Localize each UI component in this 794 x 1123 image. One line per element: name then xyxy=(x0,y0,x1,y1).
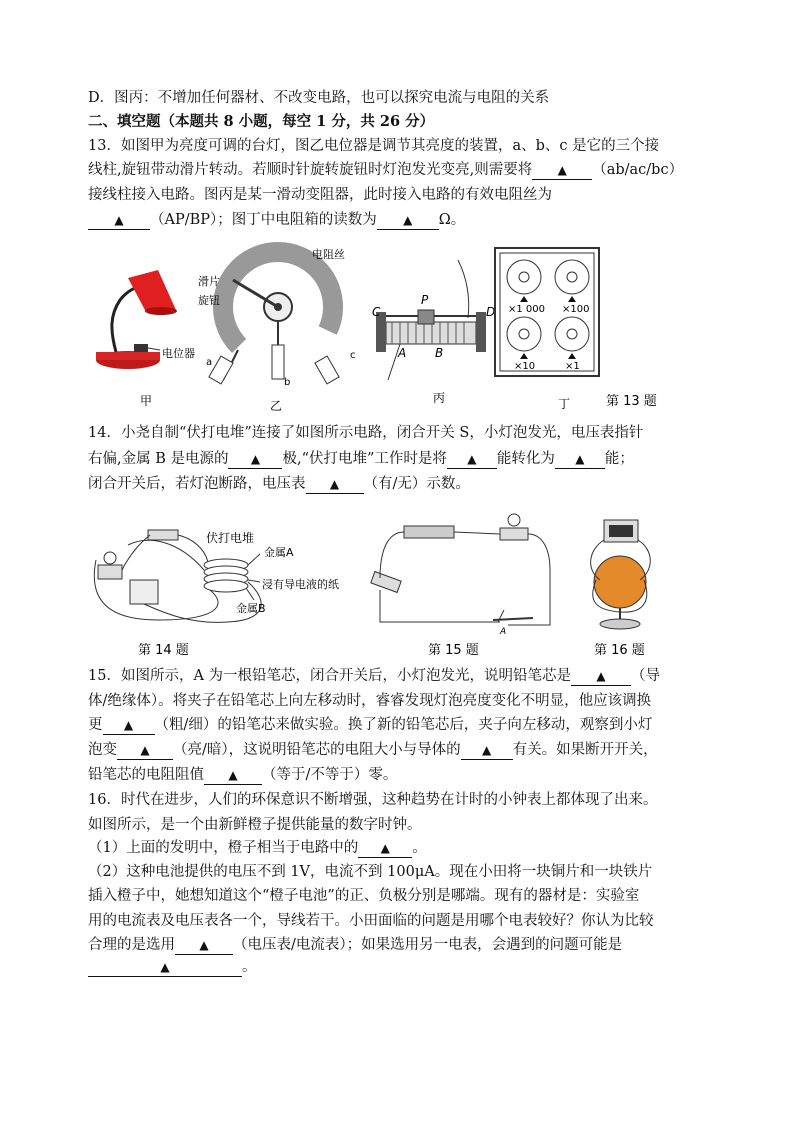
dial-x1000: ×1 000 xyxy=(508,304,546,315)
answer-blank[interactable]: ▲ xyxy=(88,959,242,977)
rheostat-diagram xyxy=(376,260,486,380)
q15-text: 铅笔芯的电阻阻值 xyxy=(88,767,204,783)
rheostat-P: P xyxy=(421,293,429,307)
q16-line6: 用的电流表及电压表各一个，导线若干。小田面临的问题是用哪个电表较好？你认为比较 xyxy=(88,913,654,929)
q13-text: Ω。 xyxy=(438,212,466,228)
terminal-b: b xyxy=(284,377,291,388)
answer-blank[interactable]: ▲ xyxy=(358,840,412,858)
answer-blank[interactable]: ▲ xyxy=(228,451,282,469)
label-potentiometer: 电位器 xyxy=(162,347,195,360)
label-soaked-paper: 浸有导电液的纸 xyxy=(262,578,339,591)
q16-text: （电压表/电流表）；如果选用另一电表，会遇到的问题可能是 xyxy=(233,937,623,953)
q15-line4 xyxy=(88,740,658,760)
q15-line5 xyxy=(88,765,397,785)
q16-line8 xyxy=(88,957,257,977)
q13-line1: 13．如图甲为亮度可调的台灯，图乙电位器是调节其亮度的装置，a、b、c 是它的三个接 xyxy=(88,138,660,154)
dial-x100: ×100 xyxy=(562,304,590,315)
answer-blank[interactable]: ▲ xyxy=(461,742,513,760)
rheostat-B: B xyxy=(435,346,444,360)
answer-blank[interactable]: ▲ xyxy=(88,212,150,230)
label-ding: 丁 xyxy=(558,397,571,411)
rheostat-C: C xyxy=(372,305,381,319)
answer-blank[interactable]: ▲ xyxy=(447,451,497,469)
q14-text: 闭合开关后，若灯泡断路，电压表 xyxy=(88,476,306,492)
q16-text: 合理的是选用 xyxy=(88,937,175,953)
answer-blank[interactable]: ▲ xyxy=(103,717,155,735)
answer-blank[interactable]: ▲ xyxy=(571,668,631,686)
label-knob: 旋钮 xyxy=(198,294,220,307)
q16-text: 。 xyxy=(242,959,257,975)
q14-text: 能； xyxy=(604,451,634,467)
q13-line3: 接线柱接入电路。图丙是某一滑动变阻器，此时接入电路的有效电阻丝为 xyxy=(88,187,552,203)
rheostat-D: D xyxy=(486,305,496,319)
label-metal-a: 金属A xyxy=(264,546,294,559)
caption-13: 第 13 题 xyxy=(606,394,657,409)
q15-line3 xyxy=(88,715,652,735)
orange-clock-illustration xyxy=(591,520,651,629)
answer-blank[interactable]: ▲ xyxy=(117,742,173,760)
answer-blank[interactable]: ▲ xyxy=(175,937,233,955)
caption-16: 第 16 题 xyxy=(594,643,645,658)
figures-14-16 xyxy=(88,510,708,662)
answer-blank[interactable]: ▲ xyxy=(377,212,439,230)
q14-text: 右偏,金属 B 是电源的 xyxy=(88,451,229,467)
q15-text: （等于/不等于）零。 xyxy=(262,767,398,783)
q15-text: 泡变 xyxy=(88,742,117,758)
label-slider: 滑片 xyxy=(198,275,220,288)
caption-14: 第 14 题 xyxy=(138,643,189,658)
q16-line4: （2）这种电池提供的电压不到 1V，电流不到 100μA。现在小田将一块铜片和一块铁片 xyxy=(88,864,653,880)
figure-13 xyxy=(88,240,708,415)
option-d: D．图丙：不增加任何器材、不改变电路，也可以探究电流与电阻的关系 xyxy=(88,90,550,106)
q15-line2: 体/绝缘体）。将夹子在铅笔芯上向左移动时，睿睿发现灯泡亮度变化不明显，他应该调换 xyxy=(88,693,652,709)
q16-line2: 如图所示，是一个由新鲜橙子提供能量的数字时钟。 xyxy=(88,817,422,833)
q15-line1 xyxy=(88,666,660,686)
label-jia: 甲 xyxy=(140,394,153,408)
q16-text: 。 xyxy=(412,840,427,856)
q16-line3 xyxy=(88,838,427,858)
section-heading: 二、填空题（本题共 8 小题，每空 1 分，共 26 分） xyxy=(88,113,435,130)
q14-line3 xyxy=(88,474,470,494)
answer-blank[interactable]: ▲ xyxy=(204,767,262,785)
terminal-c: c xyxy=(350,350,356,361)
potentiometer-diagram xyxy=(200,240,356,385)
q15-text: 更 xyxy=(88,717,103,733)
q15-text: 有关。如果断开开关， xyxy=(512,742,658,758)
q13-line4 xyxy=(88,210,465,230)
label-bing: 丙 xyxy=(433,391,446,405)
q16-text: （1）上面的发明中，橙子相当于电路中的 xyxy=(88,840,359,856)
label-pencil-A: A xyxy=(500,627,507,637)
pencil-lead-circuit xyxy=(371,514,550,625)
label-resistance-wire: 电阻丝 xyxy=(312,248,345,261)
q13-line2 xyxy=(88,160,683,180)
q15-text: （亮/暗），这说明铅笔芯的电阻大小与导体的 xyxy=(173,742,461,758)
label-yi: 乙 xyxy=(270,399,283,413)
q16-line5: 插入橙子中，她想知道这个“橙子电池”的正、负极分别是哪端。现有的器材是：实验室 xyxy=(88,888,640,904)
caption-15: 第 15 题 xyxy=(428,643,479,658)
q14-line1: 14．小尧自制“伏打电堆”连接了如图所示电路，闭合开关 S，小灯泡发光，电压表指针 xyxy=(88,425,644,441)
q13-text: （AP/BP）；图丁中电阻箱的读数为 xyxy=(150,212,377,228)
q15-text: （导 xyxy=(631,668,661,684)
q14-text: （有/无）示数。 xyxy=(363,476,470,492)
answer-blank[interactable]: ▲ xyxy=(306,476,364,494)
q15-text: 15．如图所示，A 为一根铅笔芯，闭合开关后，小灯泡发光，说明铅笔芯是 xyxy=(88,668,572,684)
q16-line1: 16．时代在进步，人们的环保意识不断增强，这种趋势在计时的小钟表上都体现了出来。 xyxy=(88,792,658,808)
q16-line7 xyxy=(88,935,622,955)
q14-text: 能转化为 xyxy=(496,451,555,467)
answer-blank[interactable]: ▲ xyxy=(532,162,592,180)
answer-blank[interactable]: ▲ xyxy=(555,451,605,469)
q13-text: （ab/ac/bc） xyxy=(592,162,684,178)
q14-line2 xyxy=(88,449,634,469)
rheostat-A: A xyxy=(398,346,407,360)
dial-x10: ×10 xyxy=(514,361,536,372)
q15-text: （粗/细）的铅笔芯来做实验。换了新的铅笔芯后，夹子向左移动，观察到小灯 xyxy=(154,717,653,733)
terminal-a: a xyxy=(206,357,213,368)
label-metal-b: 金属B xyxy=(236,602,266,615)
q13-text: 线柱,旋钮带动滑片转动。若顺时针旋转旋钮时灯泡发光变亮,则需要将 xyxy=(88,162,533,178)
label-voltaic-pile: 伏打电堆 xyxy=(206,531,255,545)
q14-text: 极,“伏打电堆”工作时是将 xyxy=(282,451,447,467)
dial-x1: ×1 xyxy=(565,361,580,372)
